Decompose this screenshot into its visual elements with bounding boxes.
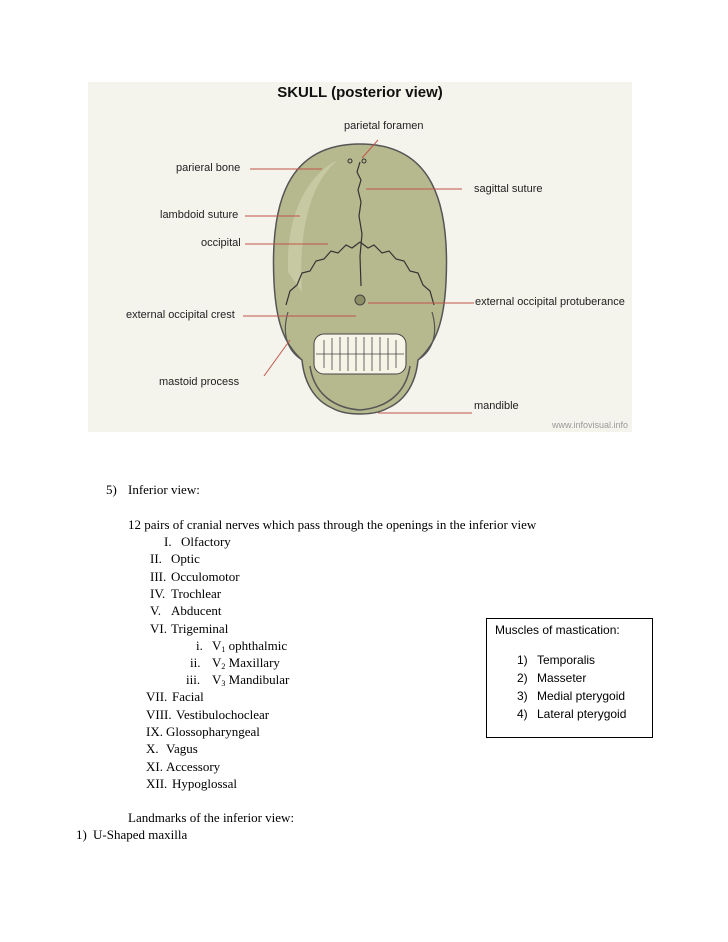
nerve-name: Optic — [171, 551, 200, 566]
label-external-occipital-protuberance: external occipital protuberance — [475, 296, 625, 308]
nerve-num: VIII. — [146, 707, 172, 722]
protuberance-dot — [355, 295, 365, 305]
nerve-num: X. — [146, 741, 159, 756]
branch-item: $V_3$ Mandibular — [212, 672, 290, 688]
muscle-item: 1) Temporalis — [517, 653, 596, 667]
muscles-box-title: Muscles of mastication: — [495, 623, 620, 637]
nerve-name: Abducent — [171, 603, 222, 618]
landmarks-heading: Landmarks of the inferior view: — [128, 810, 295, 825]
nerve-name: Accessory — [166, 759, 221, 774]
nerve-name: Glossopharyngeal — [166, 724, 260, 739]
muscle-item: 3) Medial pterygoid — [517, 689, 626, 703]
label-parietal-foramen: parietal foramen — [344, 120, 424, 132]
label-mandible: mandible — [474, 400, 519, 412]
section-intro: 12 pairs of cranial nerves which pass through the openings in the inferior view — [128, 517, 537, 532]
muscle-item: 2) Masseter — [517, 671, 587, 685]
branch-num: i. — [196, 638, 203, 653]
branch-item: $V_2$ Maxillary — [212, 655, 280, 671]
nerve-name: Occulomotor — [171, 569, 240, 584]
figure-title: SKULL (posterior view) — [277, 84, 443, 101]
label-parieral-bone: parieral bone — [176, 162, 241, 174]
branch-num: ii. — [190, 655, 201, 670]
landmark-num: 1) — [76, 827, 87, 842]
skull-figure — [88, 82, 632, 432]
nerve-num: I. — [164, 534, 172, 549]
nerve-name: Vestibulochoclear — [176, 707, 270, 722]
nerve-num: VI. — [150, 621, 167, 636]
branch-item: $V_1$ ophthalmic — [212, 638, 288, 654]
nerve-num: XI. — [146, 759, 163, 774]
section-heading-number: 5) — [106, 482, 117, 497]
branch-num: iii. — [186, 672, 201, 687]
nerve-num: II. — [150, 551, 162, 566]
nerve-num: XII. — [146, 776, 168, 791]
nerve-name: Vagus — [166, 741, 198, 756]
label-mastoid-process: mastoid process — [159, 376, 240, 388]
landmark-item: U-Shaped maxilla — [93, 827, 188, 842]
nerve-num: VII. — [146, 689, 168, 704]
label-external-occipital-crest: external occipital crest — [126, 309, 235, 321]
label-occipital: occipital — [201, 237, 241, 249]
nerve-name: Hypoglossal — [172, 776, 237, 791]
section-heading: Inferior view: — [128, 482, 200, 497]
label-sagittal-suture: sagittal suture — [474, 183, 543, 195]
nerve-name: Trigeminal — [171, 621, 229, 636]
nerve-num: IX. — [146, 724, 163, 739]
nerve-num: IV. — [150, 586, 166, 601]
nerve-name: Facial — [172, 689, 204, 704]
nerve-name: Trochlear — [171, 586, 222, 601]
nerve-num: III. — [150, 569, 167, 584]
nerve-name: Olfactory — [181, 534, 231, 549]
muscle-item: 4) Lateral pterygoid — [517, 707, 627, 721]
nerve-num: V. — [150, 603, 161, 618]
muscles-box — [486, 618, 653, 738]
label-lambdoid-suture: lambdoid suture — [160, 209, 239, 221]
figure-watermark: www.infovisual.info — [551, 420, 628, 430]
